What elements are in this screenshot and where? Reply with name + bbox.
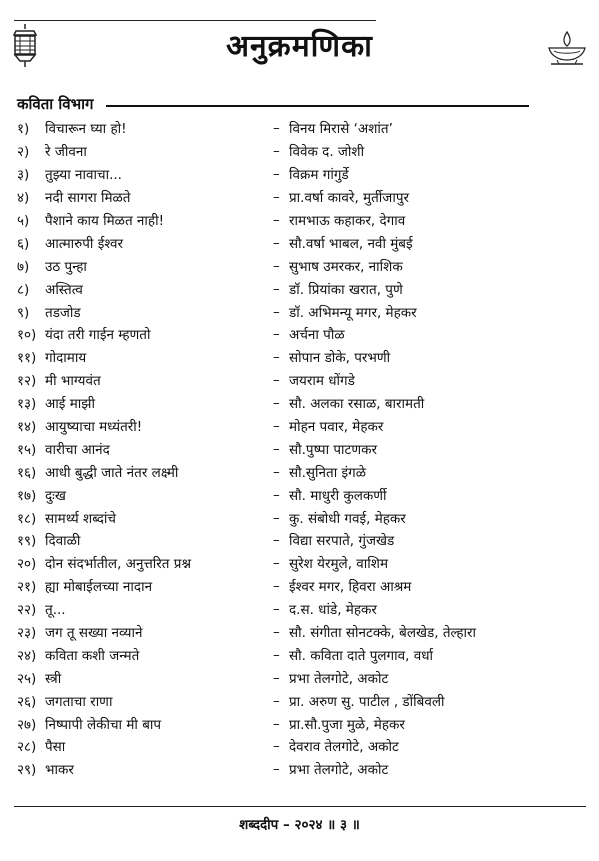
entry-number: १३): [17, 396, 37, 413]
entry-title: अस्तित्व: [45, 281, 83, 298]
entry-dash: –: [273, 440, 280, 457]
entry-number: ६): [17, 235, 30, 252]
entry-title: दुःख: [45, 487, 66, 504]
toc-entry: [17, 575, 587, 598]
entry-dash: –: [273, 463, 280, 480]
entry-author: कु. संबोधी गवई, मेहकर: [289, 510, 406, 527]
page-title: अनुक्रमणिका: [226, 29, 373, 64]
entry-author: ईश्वर मगर, हिवरा आश्रम: [289, 579, 412, 596]
entry-number: १९): [17, 533, 37, 550]
entry-number: ७): [17, 258, 30, 275]
entry-number: १८): [17, 510, 37, 527]
entry-author: सौ. माधुरी कुलकर्णी: [289, 487, 387, 504]
toc-entry: [17, 552, 587, 575]
entry-author: प्रभा तेलगोटे, अकोट: [289, 670, 389, 687]
entry-number: २६): [17, 693, 37, 710]
entry-author: प्रा.सौ.पुजा मुळे, मेहकर: [289, 716, 405, 733]
toc-entry: [17, 712, 587, 735]
entry-title: यंदा तरी गाईन म्हणतो: [45, 327, 151, 344]
entry-number: २०): [17, 556, 37, 573]
toc-entry: [17, 277, 587, 300]
toc-entry: [17, 621, 587, 644]
entry-number: ५): [17, 213, 30, 229]
toc-entry: [17, 643, 587, 666]
entry-title: निष्पापी लेकीचा मी बाप: [45, 716, 162, 733]
toc-entry: [17, 140, 587, 163]
toc-entry: [17, 460, 587, 483]
entry-title: तू...: [45, 602, 66, 619]
entry-title: जग तू सख्या नव्याने: [45, 625, 143, 642]
entry-dash: –: [273, 418, 280, 435]
toc-entry: [17, 666, 587, 689]
entry-author: सुभाष उमरकर, नाशिक: [289, 258, 403, 275]
entry-dash: –: [273, 372, 280, 389]
entry-author: सुरेश येरमुले, वाशिम: [289, 556, 389, 573]
entry-dash: –: [273, 555, 280, 572]
entry-number: १४): [17, 419, 37, 436]
entry-dash: –: [273, 738, 280, 755]
entry-title: कविता कशी जन्मते: [45, 647, 140, 664]
entry-dash: –: [273, 395, 280, 412]
entry-dash: –: [273, 189, 280, 206]
entry-author: विवेक द. जोशी: [289, 144, 365, 161]
entry-number: ११): [17, 350, 37, 367]
entry-title: उठ पुन्हा: [45, 258, 87, 275]
entry-author: सौ.पुष्पा पाटणकर: [289, 441, 378, 458]
entry-dash: –: [273, 601, 280, 618]
entry-title: गोदामाय: [45, 350, 87, 367]
entry-dash: –: [273, 280, 280, 297]
entry-title: दोन संदर्भातील, अनुत्तरित प्रश्न: [45, 556, 192, 573]
entry-title: रे जीवना: [45, 144, 87, 161]
entry-author: डॉ. अभिमन्यू मगर, मेहकर: [289, 304, 417, 321]
entry-number: २५): [17, 670, 37, 687]
entry-dash: –: [273, 578, 280, 595]
toc-entry: [17, 437, 587, 460]
entry-title: तडजोड: [45, 304, 81, 321]
entry-author: सौ.सुनिता इंगळे: [289, 464, 367, 481]
entry-number: २७): [17, 716, 37, 733]
entry-title: ह्या मोबाईलच्या नादान: [45, 579, 153, 596]
page-footer: शब्ददीप – २०२४ ॥ ३ ॥: [239, 817, 360, 833]
toc-entry: [17, 163, 587, 186]
entry-title: आयुष्याचा मध्यंतरी!: [45, 419, 143, 436]
entry-title: जगताचा राणा: [45, 693, 113, 710]
entry-dash: –: [273, 143, 280, 160]
entry-dash: –: [273, 486, 280, 503]
entry-author: प्रभा तेलगोटे, अकोट: [289, 762, 389, 779]
entry-title: पैसा: [45, 739, 66, 756]
entry-number: ३): [17, 167, 30, 184]
toc-entry: [17, 415, 587, 438]
entry-dash: –: [273, 349, 280, 366]
entry-author: विनय मिरासे ‘अशांत’: [289, 121, 393, 138]
entry-number: ४): [17, 190, 30, 207]
section-header: [17, 94, 529, 114]
section-label: कविता विभाग: [17, 95, 94, 113]
entry-number: १): [17, 121, 30, 138]
bottom-rule: [14, 806, 586, 807]
entry-author: सोपान डोके, परभणी: [289, 350, 391, 367]
entry-dash: –: [273, 669, 280, 686]
entry-author: मोहन पवार, मेहकर: [289, 419, 384, 436]
toc-entry: [17, 186, 587, 209]
entry-dash: –: [273, 234, 280, 251]
entry-author: सौ. संगीता सोनटक्के, बेलखेड, तेल्हारा: [289, 625, 477, 642]
entry-dash: –: [273, 509, 280, 526]
entry-author: विद्या सरपाते, गुंजखेड: [289, 533, 395, 550]
entry-dash: –: [273, 646, 280, 663]
entry-number: २९): [17, 762, 37, 779]
entry-title: आत्मारुपी ईश्वर: [45, 235, 124, 252]
entry-author: सौ.वर्षा भाबल, नवी मुंबई: [289, 235, 413, 252]
entry-number: २२): [17, 602, 37, 619]
toc-entry: [17, 598, 587, 621]
entry-author: प्रा.वर्षा कावरे, मुर्तीजापुर: [289, 190, 410, 207]
entry-author: अर्चना पौळ: [289, 327, 345, 344]
entry-dash: –: [273, 257, 280, 274]
entry-title: वारीचा आनंद: [45, 441, 110, 458]
entry-dash: –: [273, 166, 280, 183]
toc-entry: [17, 483, 587, 506]
entry-number: १६): [17, 464, 37, 481]
entry-author: डॉ. प्रियांका खरात, पुणे: [289, 281, 403, 298]
toc-entry: [17, 254, 587, 277]
entry-number: १०): [17, 327, 37, 344]
entry-title: आधी बुद्धी जाते नंतर लक्ष्मी: [45, 464, 179, 481]
entry-dash: –: [273, 212, 280, 228]
toc-entry: [17, 117, 587, 140]
toc-entry: [17, 369, 587, 392]
entry-author: सौ. कविता दाते पुलगाव, वर्धा: [289, 647, 434, 664]
entry-dash: –: [273, 326, 280, 343]
entry-number: १५): [17, 441, 37, 458]
toc-entry: [17, 209, 587, 232]
toc-entry: [17, 689, 587, 712]
toc-entry: [17, 300, 587, 323]
entry-number: २८): [17, 739, 37, 756]
entry-title: विचारून घ्या हो!: [45, 121, 127, 138]
entry-number: ९): [17, 304, 30, 321]
entry-number: १७): [17, 487, 37, 504]
entry-author: विक्रम गांगुर्डे: [289, 167, 349, 184]
toc-entry: [17, 231, 587, 254]
entry-author: सौ. अलका रसाळ, बारामती: [289, 396, 425, 413]
entry-dash: –: [273, 761, 280, 778]
entry-dash: –: [273, 303, 280, 320]
entry-title: दिवाळी: [45, 533, 81, 550]
entry-title: भाकर: [45, 762, 74, 779]
entry-number: २१): [17, 579, 37, 596]
toc-entry: [17, 758, 587, 781]
entry-author: जयराम धोंगडे: [289, 373, 355, 390]
toc-entry: [17, 346, 587, 369]
top-rule: [14, 20, 376, 21]
entry-title: नदी सागरा मिळते: [45, 190, 131, 207]
entry-author: रामभाऊ कहाकर, देगाव: [289, 213, 406, 229]
entry-title: तुझ्या नावाचा...: [45, 167, 122, 184]
entry-dash: –: [273, 624, 280, 641]
entry-dash: –: [273, 532, 280, 549]
section-rule: [106, 105, 529, 107]
entry-title: स्त्री: [45, 670, 62, 687]
entry-title: आई माझी: [45, 396, 95, 413]
entry-title: सामर्थ्य शब्दांचे: [45, 510, 116, 527]
entry-number: २३): [17, 625, 37, 642]
entry-title: पैशाने काय मिळत नाही!: [45, 213, 164, 229]
entry-title: मी भाग्यवंत: [45, 373, 101, 390]
entry-author: द.स. धांडे, मेहकर: [289, 602, 377, 619]
toc-entry: [17, 529, 587, 552]
entry-number: २४): [17, 647, 37, 664]
entry-number: १२): [17, 373, 37, 390]
entry-dash: –: [273, 715, 280, 732]
toc-entry: [17, 323, 587, 346]
entry-dash: –: [273, 120, 280, 137]
toc-entry: [17, 506, 587, 529]
entry-number: २): [17, 144, 30, 161]
toc-entry: [17, 392, 587, 415]
toc-entry: [17, 735, 587, 758]
toc-list: [17, 117, 587, 781]
entry-author: देवराव तेलगोटे, अकोट: [289, 739, 399, 756]
entry-dash: –: [273, 692, 280, 709]
entry-number: ८): [17, 281, 30, 298]
entry-author: प्रा. अरुण सु. पाटील , डोंबिवली: [289, 693, 445, 710]
